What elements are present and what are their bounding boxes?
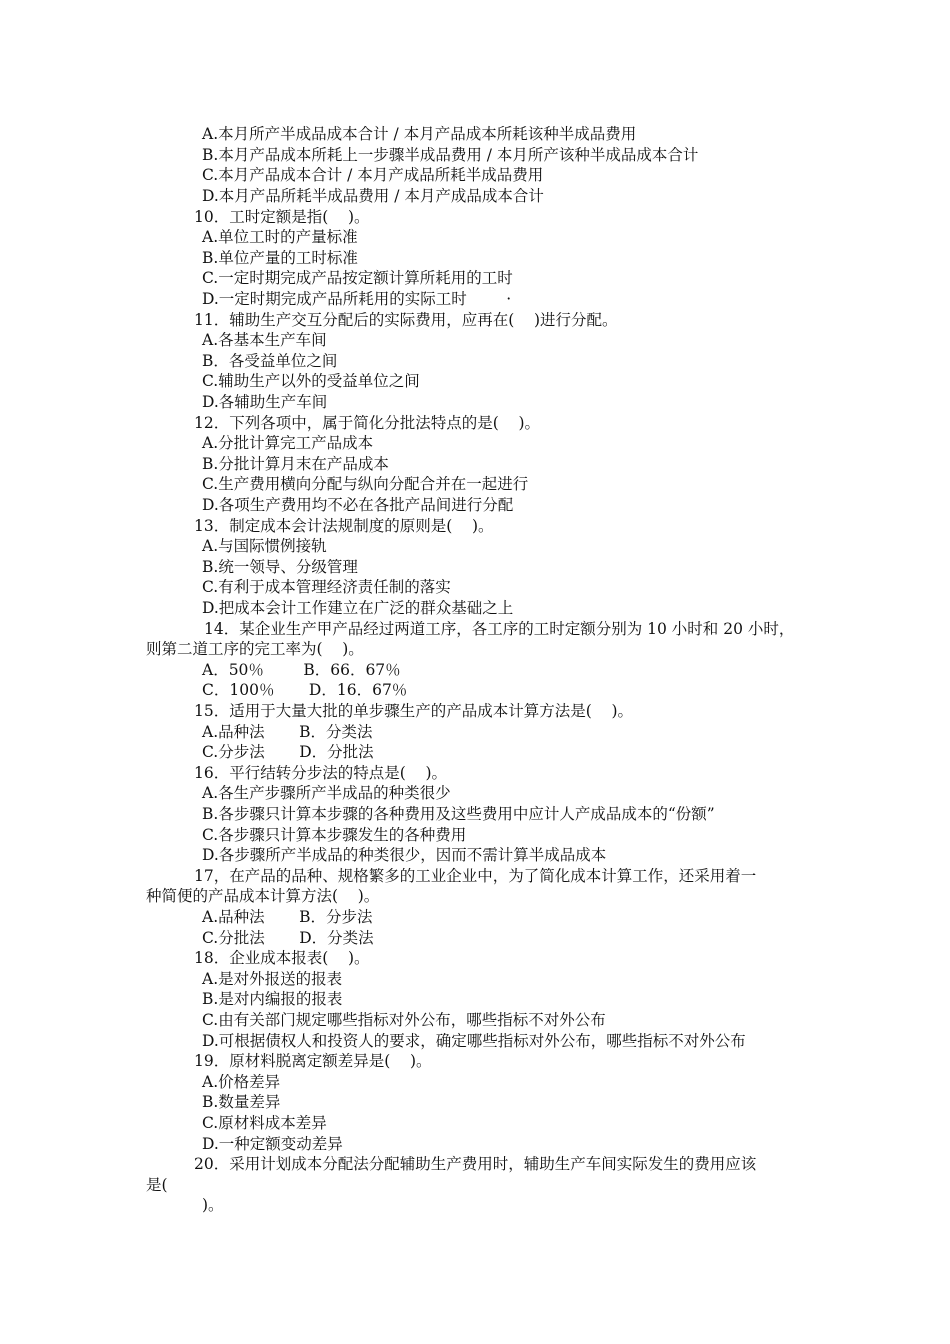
option-line: C.有利于成本管理经济责任制的落实 (202, 578, 451, 596)
question-line: 12．下列各项中，属于简化分批法特点的是( )。 (194, 414, 541, 432)
option-line: D.各辅助生产车间 (202, 393, 328, 411)
option-line: C.分批法 D．分类法 (202, 929, 374, 947)
option-line: C.一定时期完成产品按定额计算所耗用的工时 (202, 269, 513, 287)
question-line: 20．采用计划成本分配法分配辅助生产费用时，辅助生产车间实际发生的费用应该 (194, 1155, 757, 1173)
question-line: 18．企业成本报表( )。 (194, 949, 370, 967)
option-line: D.一定时期完成产品所耗用的实际工时 · (202, 290, 512, 308)
option-line: A.各生产步骤所产半成品的种类很少 (202, 784, 451, 802)
option-line: B.各步骤只计算本步骤的各种费用及这些费用中应计人产成品成本的“份额” (202, 805, 715, 823)
option-line: C.辅助生产以外的受益单位之间 (202, 372, 420, 390)
option-line: A．50％ B．66．67％ (202, 661, 401, 679)
option-line: A.单位工时的产量标准 (202, 228, 358, 246)
question-line: 13．制定成本会计法规制度的原则是( )。 (194, 517, 494, 535)
option-line: C.生产费用横向分配与纵向分配合并在一起进行 (202, 475, 529, 493)
option-line: C.原材料成本差异 (202, 1114, 327, 1132)
option-line: D.把成本会计工作建立在广泛的群众基础之上 (202, 599, 514, 617)
question-line-continued: 是( (146, 1176, 168, 1194)
option-line: C.分步法 D．分批法 (202, 743, 374, 761)
question-line: 15．适用于大量大批的单步骤生产的产品成本计算方法是( )。 (194, 702, 634, 720)
option-line: A.各基本生产车间 (202, 331, 327, 349)
option-line: B.统一领导、分级管理 (202, 558, 358, 576)
option-line: D.本月产品所耗半成品费用 / 本月产成品成本合计 (202, 187, 544, 205)
option-line: C.各步骤只计算本步骤发生的各种费用 (202, 826, 467, 844)
option-line: B.单位产量的工时标准 (202, 249, 358, 267)
question-line-continued: 则第二道工序的完工率为( )。 (146, 640, 364, 658)
option-line: D.一种定额变动差异 (202, 1135, 343, 1153)
option-line: D.可根据债权人和投资人的要求，确定哪些指标对外公布，哪些指标不对外公布 (202, 1032, 746, 1050)
option-line: C.本月产品成本合计 / 本月产成品所耗半成品费用 (202, 166, 544, 184)
question-line-continued: )。 (202, 1196, 224, 1214)
question-line: 19．原材料脱离定额差异是( )。 (194, 1052, 432, 1070)
option-line: D.各项生产费用均不必在各批产品间进行分配 (202, 496, 514, 514)
option-line: A.与国际惯例接轨 (202, 537, 327, 555)
question-line-continued: 种简便的产品成本计算方法( )。 (146, 887, 380, 905)
option-line: A.是对外报送的报表 (202, 970, 343, 988)
option-line: D.各步骤所产半成品的种类很少，因而不需计算半成品成本 (202, 846, 607, 864)
option-line: B.本月产品成本所耗上一步骤半成品费用 / 本月所产该种半成品成本合计 (202, 146, 699, 164)
option-line: B.是对内编报的报表 (202, 990, 343, 1008)
question-line: 14．某企业生产甲产品经过两道工序，各工序的工时定额分别为 10 小时和 20 小时， (204, 620, 795, 638)
option-line: B.分批计算月末在产品成本 (202, 455, 389, 473)
question-line: 17，在产品的品种、规格繁多的工业企业中，为了简化成本计算工作，还采用着一 (194, 867, 757, 885)
option-line: A.品种法 B．分类法 (202, 723, 373, 741)
option-line: B.数量差异 (202, 1093, 281, 1111)
option-line: A.价格差异 (202, 1073, 281, 1091)
question-line: 10．工时定额是指( )。 (194, 208, 370, 226)
question-line: 11．辅助生产交互分配后的实际费用，应再在( )进行分配。 (194, 311, 618, 329)
option-line: C．100％ D．16．67％ (202, 681, 408, 699)
option-line: A.品种法 B．分步法 (202, 908, 373, 926)
question-line: 16．平行结转分步法的特点是( )。 (194, 764, 448, 782)
option-line: C.由有关部门规定哪些指标对外公布，哪些指标不对外公布 (202, 1011, 606, 1029)
option-line: A.分批计算完工产品成本 (202, 434, 374, 452)
option-line: B．各受益单位之间 (202, 352, 338, 370)
option-line: A.本月所产半成品成本合计 / 本月产品成本所耗该种半成品费用 (202, 125, 637, 143)
